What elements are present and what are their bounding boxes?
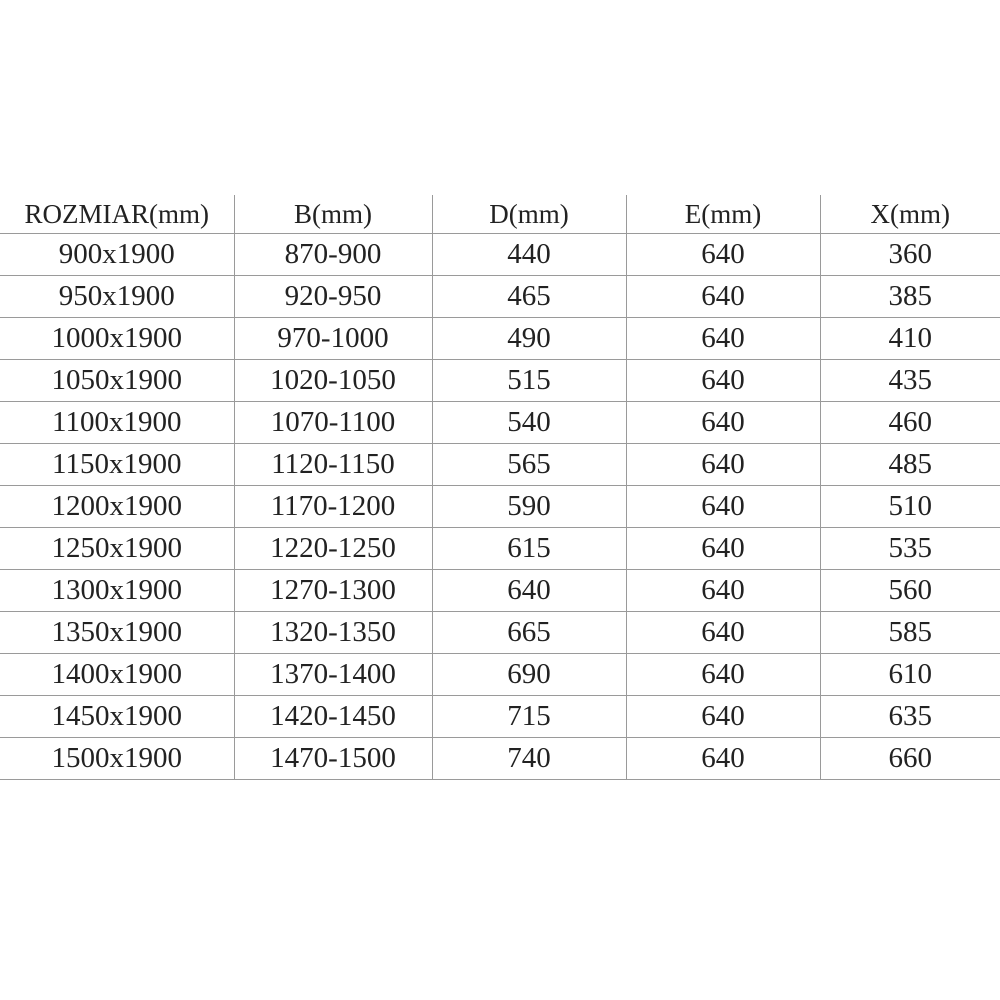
table-row	[0, 234, 1000, 276]
header-x: X(mm)	[820, 195, 1000, 234]
cell-e: 640	[626, 612, 820, 654]
table-row	[0, 318, 1000, 360]
cell-x: 435	[820, 360, 1000, 402]
cell-d: 465	[432, 276, 626, 318]
table-row	[0, 486, 1000, 528]
table-header-row	[0, 195, 1000, 234]
cell-b: 870-900	[234, 234, 432, 276]
cell-x: 585	[820, 612, 1000, 654]
cell-e: 640	[626, 570, 820, 612]
cell-d: 565	[432, 444, 626, 486]
cell-size: 1350x1900	[0, 612, 234, 654]
cell-b: 970-1000	[234, 318, 432, 360]
cell-d: 515	[432, 360, 626, 402]
cell-b: 1020-1050	[234, 360, 432, 402]
cell-b: 1220-1250	[234, 528, 432, 570]
table-row	[0, 402, 1000, 444]
cell-b: 1120-1150	[234, 444, 432, 486]
cell-e: 640	[626, 528, 820, 570]
cell-d: 640	[432, 570, 626, 612]
table-row	[0, 360, 1000, 402]
cell-d: 690	[432, 654, 626, 696]
header-size: ROZMIAR(mm)	[0, 195, 234, 234]
cell-b: 1470-1500	[234, 738, 432, 780]
cell-x: 410	[820, 318, 1000, 360]
dimension-table-container	[0, 195, 1000, 780]
cell-b: 1320-1350	[234, 612, 432, 654]
cell-b: 920-950	[234, 276, 432, 318]
cell-b: 1420-1450	[234, 696, 432, 738]
table-row	[0, 528, 1000, 570]
table-row	[0, 276, 1000, 318]
cell-x: 485	[820, 444, 1000, 486]
cell-e: 640	[626, 444, 820, 486]
cell-d: 540	[432, 402, 626, 444]
cell-e: 640	[626, 486, 820, 528]
dimension-table	[0, 195, 1000, 780]
cell-x: 460	[820, 402, 1000, 444]
table-row	[0, 696, 1000, 738]
cell-e: 640	[626, 738, 820, 780]
cell-x: 385	[820, 276, 1000, 318]
cell-x: 535	[820, 528, 1000, 570]
cell-size: 950x1900	[0, 276, 234, 318]
cell-e: 640	[626, 234, 820, 276]
cell-d: 715	[432, 696, 626, 738]
cell-x: 610	[820, 654, 1000, 696]
cell-size: 1300x1900	[0, 570, 234, 612]
cell-d: 490	[432, 318, 626, 360]
cell-size: 900x1900	[0, 234, 234, 276]
table-row	[0, 570, 1000, 612]
cell-x: 660	[820, 738, 1000, 780]
cell-e: 640	[626, 318, 820, 360]
header-b: B(mm)	[234, 195, 432, 234]
header-d: D(mm)	[432, 195, 626, 234]
cell-d: 615	[432, 528, 626, 570]
cell-e: 640	[626, 696, 820, 738]
cell-x: 510	[820, 486, 1000, 528]
cell-d: 440	[432, 234, 626, 276]
cell-size: 1000x1900	[0, 318, 234, 360]
cell-d: 590	[432, 486, 626, 528]
cell-b: 1270-1300	[234, 570, 432, 612]
cell-size: 1250x1900	[0, 528, 234, 570]
cell-size: 1050x1900	[0, 360, 234, 402]
cell-size: 1150x1900	[0, 444, 234, 486]
cell-size: 1500x1900	[0, 738, 234, 780]
cell-b: 1370-1400	[234, 654, 432, 696]
cell-x: 360	[820, 234, 1000, 276]
cell-size: 1100x1900	[0, 402, 234, 444]
header-e: E(mm)	[626, 195, 820, 234]
cell-size: 1450x1900	[0, 696, 234, 738]
cell-size: 1400x1900	[0, 654, 234, 696]
table-row	[0, 654, 1000, 696]
cell-e: 640	[626, 360, 820, 402]
table-row	[0, 612, 1000, 654]
cell-d: 740	[432, 738, 626, 780]
cell-b: 1170-1200	[234, 486, 432, 528]
cell-d: 665	[432, 612, 626, 654]
cell-b: 1070-1100	[234, 402, 432, 444]
cell-e: 640	[626, 402, 820, 444]
table-row	[0, 738, 1000, 780]
cell-x: 635	[820, 696, 1000, 738]
cell-x: 560	[820, 570, 1000, 612]
cell-size: 1200x1900	[0, 486, 234, 528]
cell-e: 640	[626, 654, 820, 696]
table-row	[0, 444, 1000, 486]
cell-e: 640	[626, 276, 820, 318]
